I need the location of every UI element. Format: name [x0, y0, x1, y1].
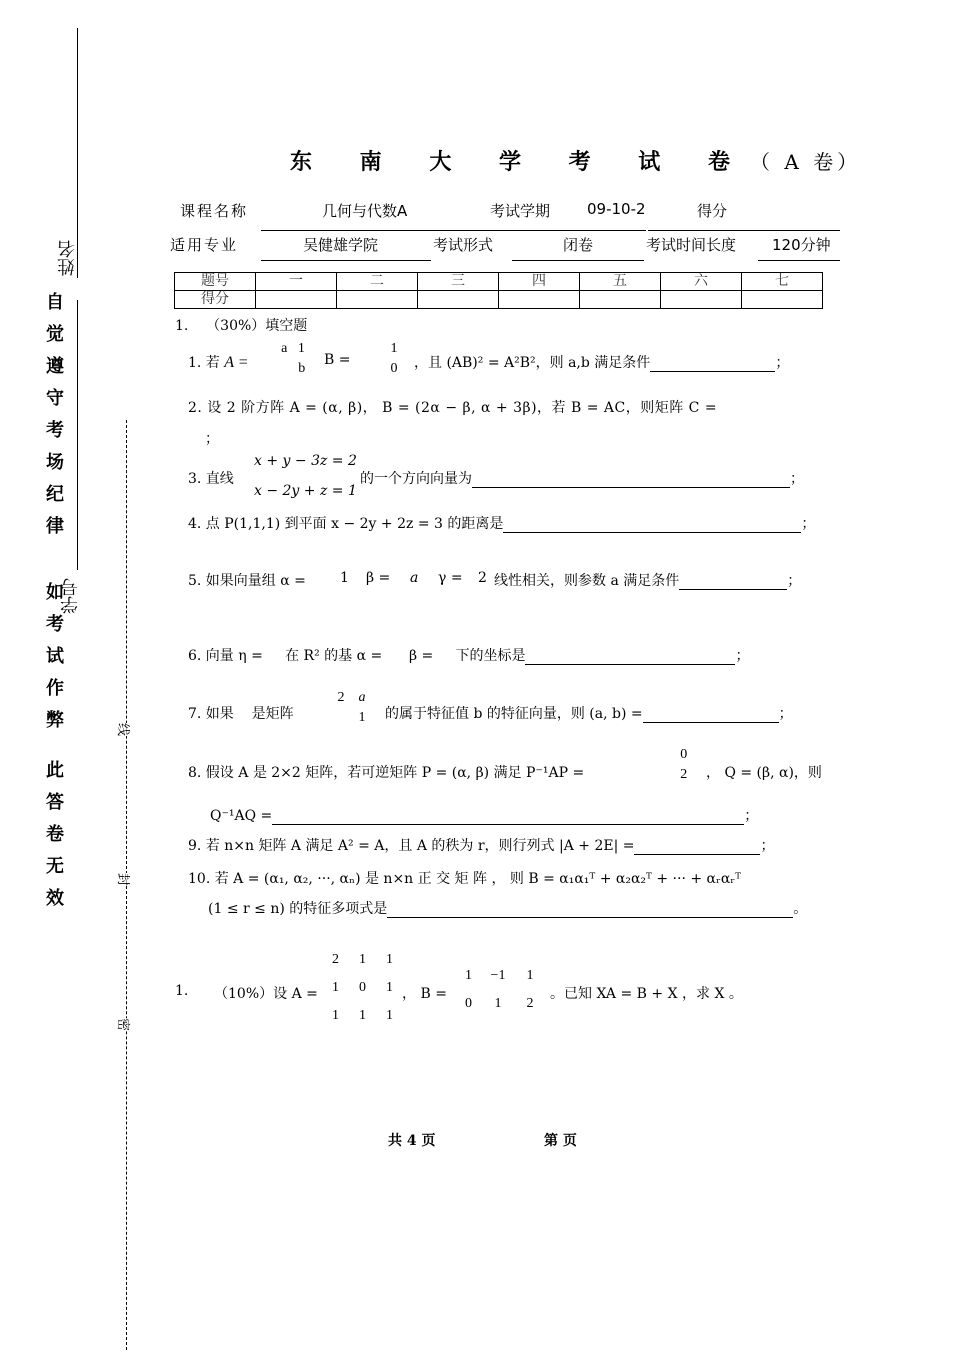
matrix-cell: 2	[526, 996, 534, 1011]
student-number-label: 学号	[60, 578, 81, 614]
form-value: 闭卷	[563, 236, 594, 254]
seal-char-secret: 密	[115, 1018, 134, 1031]
rule-char: 觉	[46, 324, 64, 345]
answer-blank[interactable]	[503, 518, 801, 533]
rule-char: 效	[46, 888, 64, 909]
rule-char: 考	[46, 420, 64, 441]
q3-rest: 的一个方向向量为 ；	[360, 471, 804, 487]
answer-blank[interactable]	[525, 650, 735, 665]
score-cell[interactable]	[580, 291, 661, 309]
answer-blank[interactable]	[634, 840, 760, 855]
matrix-cell: 1	[332, 980, 339, 995]
score-label: 得分	[697, 202, 728, 220]
rule-char: 律	[46, 516, 64, 537]
table-header-cell: 一	[256, 273, 337, 291]
q1-rest: ，且 (AB)² = A²B²，则 a,b 满足条件 ；	[414, 355, 790, 371]
score-table-score-row	[175, 291, 823, 309]
answer-blank[interactable]	[679, 575, 787, 590]
major-value: 吴健雄学院	[303, 236, 379, 254]
margin-line-middle	[77, 300, 78, 570]
q7-matrix: 2 a 1	[337, 690, 366, 725]
rule-char: 场	[46, 452, 64, 473]
table-header-cell: 题号	[175, 273, 256, 291]
q5-alpha-entry: 1	[340, 570, 349, 586]
matrix-cell: 1	[465, 968, 472, 983]
table-header-cell: 六	[661, 273, 742, 291]
question-10-line2: (1 ≤ r ≤ n) 的特征多项式是 。	[208, 901, 808, 917]
course-label: 课程名称	[180, 202, 249, 220]
footer-page-number: 第 页	[544, 1133, 577, 1149]
title-paper-type: （ A 卷）	[749, 150, 862, 174]
question-10: 10. 若 A = (α₁, α₂, ···, αₙ) 是 n×n 正 交 矩 阵 ， 则 B = α₁α₁ᵀ + α₂α₂ᵀ + ··· + αᵣαᵣᵀ	[188, 871, 742, 887]
question-3: 3. 直线	[188, 471, 234, 487]
duration-underline	[758, 260, 840, 261]
rule-char: 守	[46, 388, 64, 409]
q1-matrix-b: 1 0	[390, 341, 398, 376]
page-title: 东 南 大 学 考 试 卷（ A 卷）	[290, 149, 862, 175]
q8-line2: Q⁻¹AQ = ；	[210, 808, 759, 824]
rule-char: 遵	[46, 356, 64, 377]
q8-diag-matrix: 0 2	[680, 747, 688, 782]
q3-system-line2: x − 2y + z = 1	[254, 483, 357, 499]
question-4: 4. 点 P(1,1,1) 到平面 x − 2y + 2z = 3 的距离是 ；	[188, 516, 816, 532]
matrix-cell: 1	[386, 952, 393, 967]
major-label: 适用专业	[170, 236, 239, 254]
term-label: 考试学期	[490, 202, 551, 220]
q7-rest: 的属于特征值 b 的特征向量，则 (a, b) = ；	[385, 706, 793, 722]
section2-b-label: ， B =	[402, 986, 447, 1002]
q5-beta-label: β =	[366, 570, 391, 586]
form-label: 考试形式	[433, 236, 494, 254]
q1-matrix-a: a 1 b	[281, 341, 306, 376]
q5-beta-entry: a	[410, 570, 419, 586]
score-row-label: 得分	[175, 291, 256, 309]
matrix-cell: 1	[494, 996, 502, 1011]
rule-char: 无	[46, 856, 64, 877]
major-underline	[261, 260, 431, 261]
q3-system-line1: x + y − 3z = 2	[254, 453, 357, 469]
matrix-cell: 0	[465, 996, 472, 1011]
score-table-header-row	[175, 273, 823, 291]
duration-label: 考试时间长度	[646, 236, 737, 254]
question-5-start: 5. 如果向量组 α =	[188, 573, 306, 589]
rule-char: 作	[46, 678, 64, 699]
answer-blank[interactable]	[472, 473, 790, 488]
section2-matrix-a	[322, 946, 403, 1030]
score-underline	[648, 230, 840, 231]
section2-matrix-b	[455, 962, 546, 1018]
q5-gamma-entry: 2	[478, 570, 487, 586]
section1-heading: 1. （30%）填空题	[175, 318, 308, 334]
rule-char: 试	[46, 646, 64, 667]
rule-char: 答	[46, 792, 64, 813]
matrix-cell: −1	[490, 968, 506, 983]
question-7: 7. 如果 是矩阵	[188, 706, 294, 722]
table-header-cell: 四	[499, 273, 580, 291]
matrix-cell: 1	[526, 968, 534, 983]
question-2-end: ；	[205, 431, 219, 447]
matrix-cell: 1	[359, 1008, 366, 1023]
answer-blank[interactable]	[387, 903, 793, 918]
matrix-cell: 2	[332, 952, 339, 967]
matrix-cell: 1	[386, 1008, 393, 1023]
question-8: 8. 假设 A 是 2×2 矩阵，若可逆矩阵 P = (α, β) 满足 P⁻¹AP =	[188, 765, 585, 781]
question-2: 2. 设 2 阶方阵 A = (α, β)， B = (2α − β, α + 3β)，若 B = AC，则矩阵 C =	[188, 400, 718, 416]
rule-char: 纪	[46, 484, 64, 505]
score-cell[interactable]	[499, 291, 580, 309]
table-header-cell: 七	[742, 273, 823, 291]
rule-char: 此	[46, 760, 64, 781]
answer-blank[interactable]	[272, 810, 744, 825]
matrix-cell: 1	[386, 980, 393, 995]
section2-a-label: （10%）设 A =	[214, 986, 318, 1002]
q1-b-label: B =	[324, 352, 351, 368]
section2-number: 1.	[175, 983, 189, 999]
answer-blank[interactable]	[650, 357, 775, 372]
q5-rest: 线性相关，则参数 a 满足条件 ；	[494, 573, 802, 589]
table-header-cell: 五	[580, 273, 661, 291]
matrix-cell: 1	[359, 952, 366, 967]
duration-value: 120分钟	[772, 236, 831, 254]
question-1: 1. 若 A =	[188, 354, 249, 371]
section2-rest: 。已知 XA = B + X ，求 X 。	[550, 986, 743, 1002]
seal-char-seal: 封	[115, 873, 134, 886]
course-value: 几何与代数A	[322, 202, 408, 220]
q5-gamma-label: γ =	[438, 570, 463, 586]
score-table	[174, 272, 823, 309]
question-9: 9. 若 n×n 矩阵 A 满足 A² = A，且 A 的秩为 r，则行列式 |A + 2E| = ；	[188, 838, 775, 854]
score-cell[interactable]	[418, 291, 499, 309]
name-label: 姓名	[57, 240, 78, 276]
rule-char: 弊	[46, 710, 64, 731]
score-cell[interactable]	[742, 291, 823, 309]
score-cell[interactable]	[661, 291, 742, 309]
question-6: 6. 向量 η = 在 R² 的基 α = β = 下的坐标是 ；	[188, 648, 750, 664]
answer-blank[interactable]	[643, 708, 779, 723]
table-header-cell: 三	[418, 273, 499, 291]
course-underline	[261, 230, 646, 231]
score-cell[interactable]	[337, 291, 418, 309]
q8-rest: ， Q = (β, α)，则	[706, 765, 822, 781]
matrix-cell: 1	[332, 1008, 339, 1023]
rule-char: 自	[46, 292, 64, 313]
seal-char-line: 线	[115, 723, 134, 736]
table-header-cell: 二	[337, 273, 418, 291]
matrix-cell: 0	[359, 980, 366, 995]
rule-char: 卷	[46, 824, 64, 845]
rule-char: 如	[46, 582, 64, 603]
term-value: 09-10-2	[587, 200, 646, 218]
footer-total-pages: 共 4 页	[388, 1133, 436, 1149]
rule-char: 考	[46, 614, 64, 635]
form-underline	[512, 260, 644, 261]
score-cell[interactable]	[256, 291, 337, 309]
